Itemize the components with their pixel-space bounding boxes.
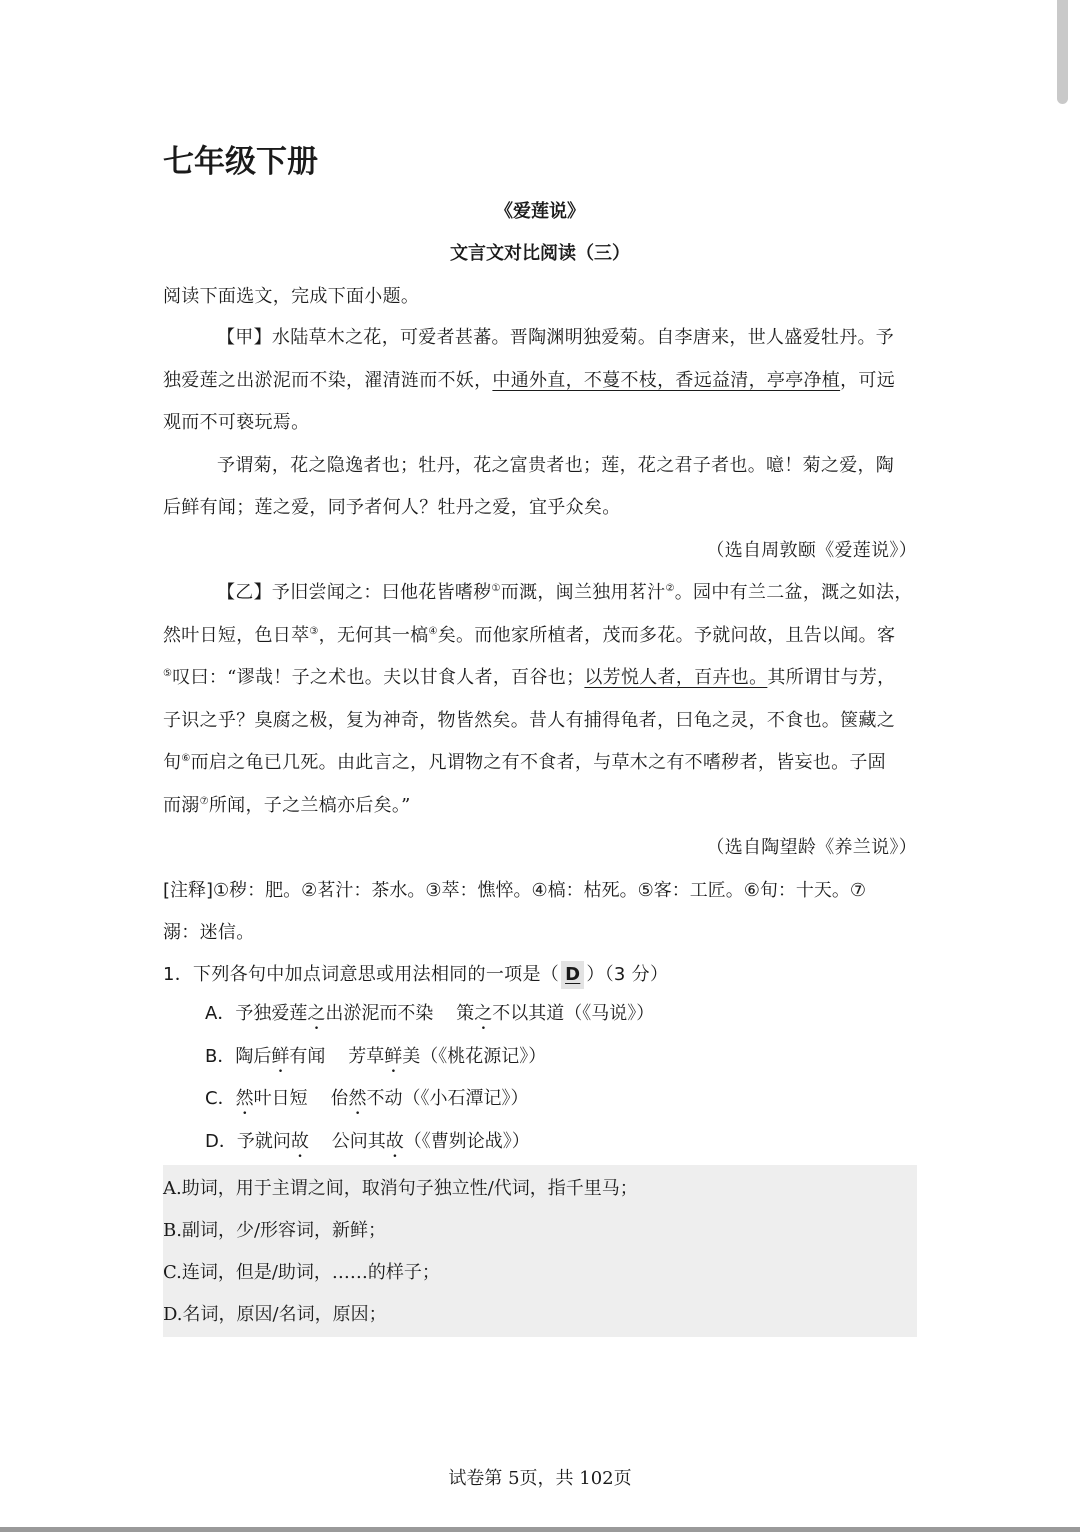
passage-b-text: 所闻，子之兰槁亦后矣。” bbox=[208, 795, 411, 816]
passage-b-text: 而启之龟已几死。由此言之，凡谓物之有不食者，与草木之有不嗜秽者，皆妄也。子固 bbox=[190, 752, 886, 773]
passage-b-line bbox=[163, 664, 917, 692]
passage-b-text: 其所谓甘与芳， bbox=[767, 667, 896, 688]
document-subtitle: 文言文对比阅读（三） bbox=[450, 243, 630, 264]
option-text: 不动（《小石潭记》） bbox=[366, 1088, 529, 1109]
option-c bbox=[205, 1085, 925, 1119]
option-text: 佁 bbox=[330, 1088, 349, 1109]
passage-b-line bbox=[163, 579, 917, 607]
option-a bbox=[205, 1000, 925, 1034]
passage-a-text: 独爱莲之出淤泥而不染，濯清涟而不妖， bbox=[163, 370, 493, 391]
passage-b-text: 旬 bbox=[163, 752, 182, 773]
option-b bbox=[205, 1043, 925, 1077]
instruction-text: 阅读下面选文，完成下面小题。 bbox=[163, 286, 420, 307]
footnote-marker: ④ bbox=[428, 626, 438, 637]
passage-a-underlined: 中通外直，不蔓不枝，香远益清，亭亭净植 bbox=[492, 370, 841, 391]
answer-explanation-box bbox=[163, 1165, 917, 1337]
option-d bbox=[205, 1128, 925, 1162]
passage-b-text: 然叶日短，色日萃 bbox=[163, 625, 310, 646]
passage-b-line bbox=[163, 792, 917, 820]
passage-a-line bbox=[163, 367, 917, 395]
explanation-line: C.连词，但是/助词，……的样子； bbox=[163, 1262, 440, 1283]
option-text: 陶后 bbox=[235, 1046, 272, 1067]
document-title: 《爱莲说》 bbox=[495, 201, 585, 222]
passage-b-text: 【乙】予旧尝闻之：曰他花皆嗜秽 bbox=[217, 582, 492, 603]
passage-a-line: 观而不可亵玩焉。 bbox=[163, 412, 310, 433]
answer-highlight: D bbox=[561, 961, 584, 989]
option-text: 予独爱莲 bbox=[235, 1003, 308, 1024]
page-footer: 试卷第 5页，共 102页 bbox=[448, 1468, 632, 1489]
passage-b-line: 子识之乎？臭腐之极，复为神奇，物皆然矣。昔人有捕得龟者，曰龟之灵，不食也。箧藏之 bbox=[163, 710, 895, 731]
passage-b-line bbox=[163, 622, 917, 650]
option-label: D． bbox=[205, 1131, 237, 1152]
passage-b-underlined: 以芳悦人者，百卉也。 bbox=[584, 667, 768, 688]
option-label: B． bbox=[205, 1046, 236, 1067]
option-label: A． bbox=[205, 1003, 236, 1024]
option-label: C． bbox=[205, 1088, 236, 1109]
explanation-line: D.名词，原因/名词，原因； bbox=[163, 1304, 387, 1325]
question-text: 1．下列各句中加点词意思或用法相同的一项是（ bbox=[163, 964, 560, 985]
option-text: 予就问 bbox=[236, 1131, 291, 1152]
annotation-line: 溺：迷信。 bbox=[163, 922, 255, 943]
passage-a-line: 后鲜有闻；莲之爱，同予者何人？牡丹之爱，宜乎众矣。 bbox=[163, 497, 621, 518]
footnote-marker: ⑦ bbox=[199, 796, 209, 807]
explanation-line: B.副词，少/形容词，新鲜； bbox=[163, 1220, 387, 1241]
passage-b-text: 矣。而他家所植者，茂而多花。予就问故，且告以闻。客 bbox=[437, 625, 896, 646]
option-text: 芳草 bbox=[348, 1046, 385, 1067]
section-heading: 七年级下册 bbox=[163, 144, 318, 180]
dotted-word: 鲜 bbox=[271, 1046, 290, 1067]
option-text: 叶日短 bbox=[253, 1088, 308, 1109]
question-stem bbox=[163, 961, 917, 989]
option-text: 美（《桃花源记》） bbox=[402, 1046, 547, 1067]
passage-a-source: （选自周敦颐《爱莲说》） bbox=[706, 540, 917, 561]
passage-b-text: ，无何其一槁 bbox=[318, 625, 429, 646]
option-text: 有闻 bbox=[289, 1046, 326, 1067]
explanation-line: A.助词，用于主谓之间，取消句子独立性/代词，指千里马； bbox=[163, 1178, 638, 1199]
dotted-word: 之 bbox=[307, 1003, 326, 1024]
passage-a-line: 予谓菊，花之隐逸者也；牡丹，花之富贵者也；莲，花之君子者也。噫！菊之爱，陶 bbox=[217, 455, 895, 476]
passage-b-text: 。园中有兰二盆，溉之如法， bbox=[674, 582, 913, 603]
passage-b-text: 叹曰：“谬哉！子之术也。夫以甘食人者，百谷也； bbox=[172, 667, 585, 688]
dotted-word: 鲜 bbox=[384, 1046, 403, 1067]
dotted-word: 之 bbox=[474, 1003, 493, 1024]
dotted-word: 故 bbox=[385, 1131, 404, 1152]
passage-b-text: 而溉，闽兰独用茗汁 bbox=[500, 582, 666, 603]
option-text: （《曹刿论战》） bbox=[403, 1131, 530, 1152]
passage-a-line: 【甲】水陆草木之花，可爱者甚蕃。晋陶渊明独爱菊。自李唐来，世人盛爱牡丹。予 bbox=[217, 327, 895, 348]
footnote-marker: ① bbox=[491, 583, 501, 594]
passage-b-text: 而溺 bbox=[163, 795, 200, 816]
question-text: ）（3 分） bbox=[586, 964, 669, 985]
option-text: 出淤泥而不染 bbox=[325, 1003, 434, 1024]
passage-b-line bbox=[163, 749, 917, 777]
footnote-marker: ⑥ bbox=[181, 753, 191, 764]
footnote-marker: ③ bbox=[309, 626, 319, 637]
footnote-marker: ② bbox=[665, 583, 675, 594]
passage-a-text: ，可远 bbox=[840, 370, 896, 391]
option-text: 公问其 bbox=[331, 1131, 386, 1152]
annotation-line: [注释]①秽：肥。②茗汁：茶水。③萃：憔悴。④槁：枯死。⑤客：工匠。⑥旬：十天。⑦ bbox=[163, 880, 866, 901]
dotted-word: 然 bbox=[348, 1088, 367, 1109]
option-text: 不以其道（《马说》） bbox=[492, 1003, 655, 1024]
option-text: 策 bbox=[456, 1003, 475, 1024]
dotted-word: 故 bbox=[290, 1131, 309, 1152]
passage-b-source: （选自陶望龄《养兰说》） bbox=[706, 837, 917, 858]
footnote-marker: ⑤ bbox=[163, 668, 173, 679]
dotted-word: 然 bbox=[235, 1088, 254, 1109]
